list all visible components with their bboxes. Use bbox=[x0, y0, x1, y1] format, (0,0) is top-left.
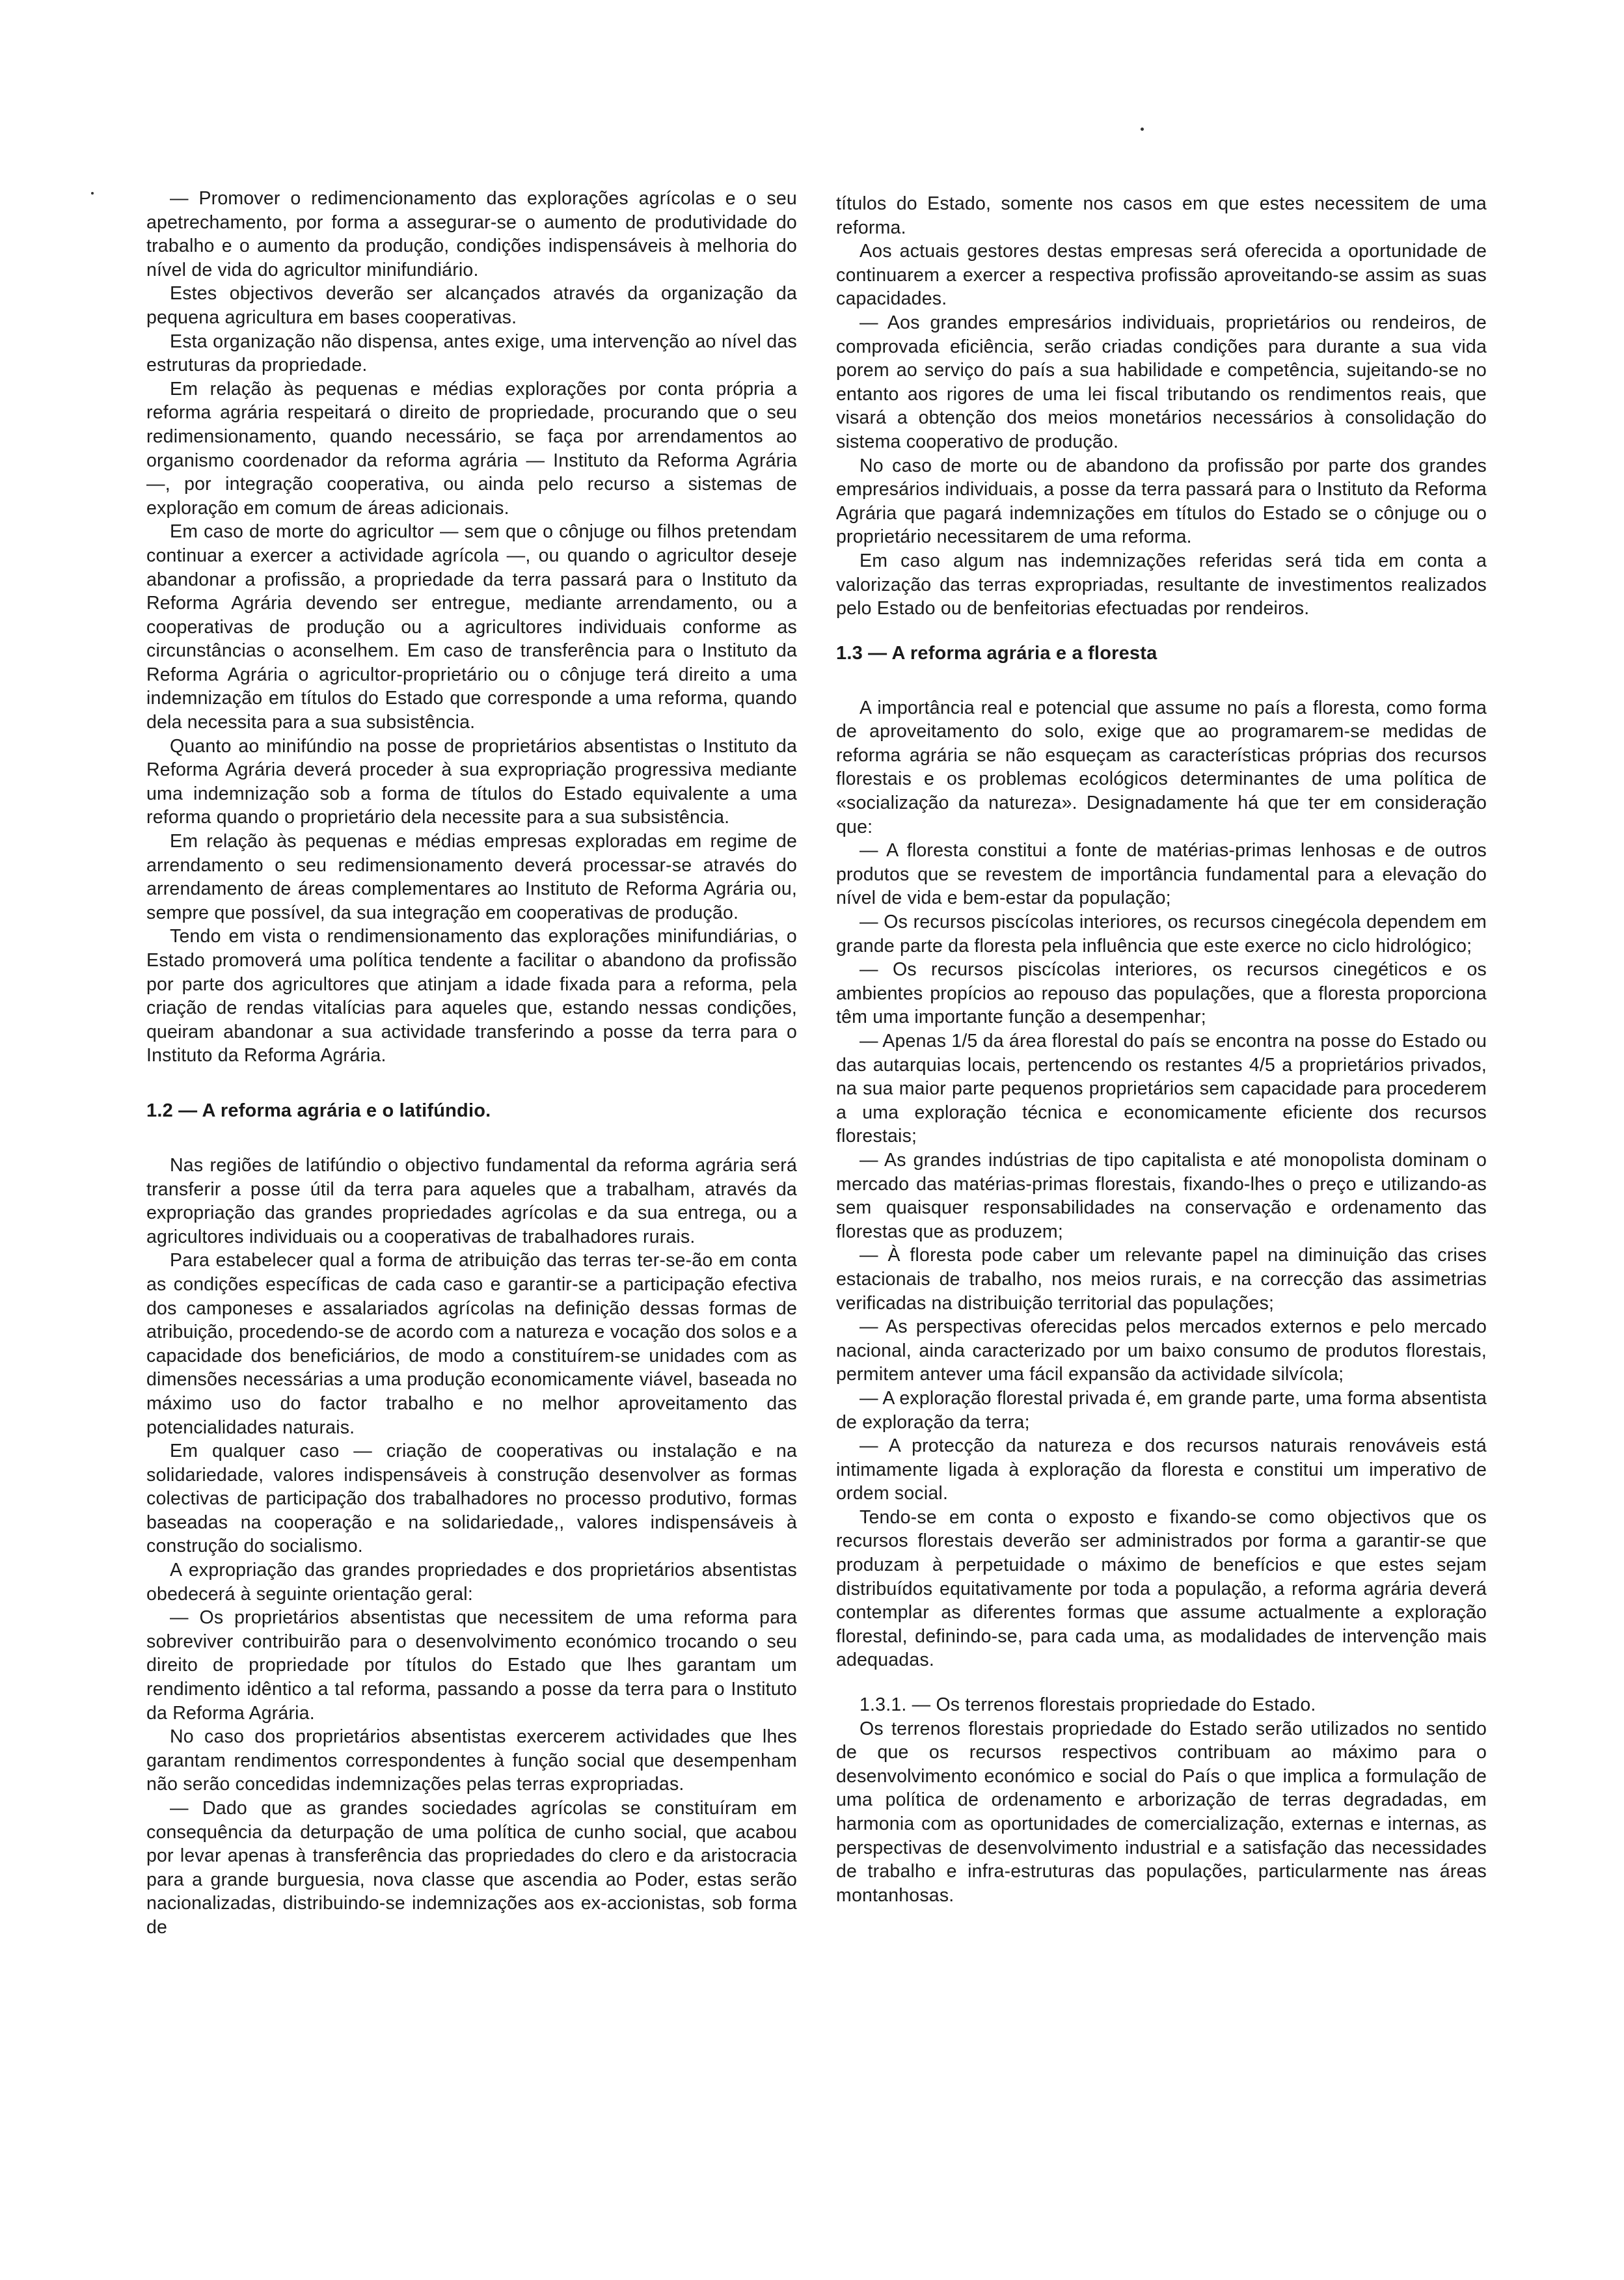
paragraph: títulos do Estado, somente nos casos em que estes necessitem de uma reforma. bbox=[836, 193, 1487, 238]
paragraph: No caso dos proprietários absentistas exercerem actividades que lhes garantam rendimentos correspondentes à função social que desempenham não serão concedidas indemnizações pelas terras expropriadas. bbox=[146, 1726, 797, 1795]
paragraph: — Os recursos piscícolas interiores, os recursos cinegécola dependem em grande parte da floresta pela influência que este exerce no ciclo hidrológico; bbox=[836, 912, 1487, 957]
paragraph: Aos actuais gestores destas empresas será oferecida a oportunidade de continuarem a exercer a respectiva profissão aproveitando-se assim as suas capacidades. bbox=[836, 241, 1487, 310]
paragraph: — As perspectivas oferecidas pelos mercados externos e pelo mercado nacional, ainda caracterizado por um baixo consumo de produtos florestais, permitem antever uma fácil expansão da actividade silvícola; bbox=[836, 1316, 1487, 1385]
paragraph: — Os proprietários absentistas que necessitem de uma reforma para sobreviver contribuirão para o desenvolvimento económico trocando o seu direito de propriedade por títulos do Estado que lhes garantam um rendimento idêntico a tal reforma, passando a posse da terra para o Instituto da Reforma Agrária. bbox=[146, 1607, 797, 1724]
paragraph: — Dado que as grandes sociedades agrícolas se constituíram em consequência da deturpação de uma política de cunho social, que acabou por levar apenas à transferência das propriedades do clero e da aristocracia para a grande burguesia, nova classe que ascendia ao Poder, estas serão nacionalizadas, distribuindo-se indemnizações aos ex-accionistas, sob forma de bbox=[146, 1798, 797, 1938]
paragraph: — As grandes indústrias de tipo capitalista e até monopolista dominam o mercado das matérias-primas florestais, fixando-lhes o preço e utilizando-as sem quaisquer responsabilidades na conservação e ordenamento das florestas que as produzem; bbox=[836, 1149, 1487, 1242]
paragraph: — Aos grandes empresários individuais, proprietários ou rendeiros, de comprovada eficiência, serão criadas condições para durante a sua vida porem ao serviço do país a sua habilidade e competência, sujeitando-se no entanto aos rigores de uma lei fiscal tributando os rendimentos reais, que visará a obtenção dos meios monetários necessários à consolidação do sistema cooperativo de produção. bbox=[836, 312, 1487, 452]
paragraph: Em caso de morte do agricultor — sem que o cônjuge ou filhos pretendam continuar a exercer a actividade agrícola —, ou quando o agricultor deseje abandonar a profissão, a propriedade da terra passará para o Instituto da Reforma Agrária devendo ser entregue, mediante arrendamento, ou a cooperativas de produção ou a agricultores individuais conforme as circunstâncias o aconselhem. Em caso de transferência para o Instituto da Reforma Agrária o agricultor-proprietário ou o cônjuge terá direito a uma indemnização em títulos do Estado que corresponde a uma reforma, quando dela necessita para a sua subsistência. bbox=[146, 521, 797, 733]
section-heading-1-2: 1.2 — A reforma agrária e o latifúndio. bbox=[146, 1100, 491, 1121]
paragraph: — A exploração florestal privada é, em grande parte, uma forma absentista de exploração da terra; bbox=[836, 1387, 1487, 1433]
paragraph: — Promover o redimencionamento das explorações agrícolas e o seu apetrechamento, por forma a assegurar-se o aumento de produtividade do trabalho e o aumento da produção, condições indispensáveis à melhoria do nível de vida do agricultor minifundiário. bbox=[146, 188, 797, 280]
paragraph: A expropriação das grandes propriedades e dos proprietários absentistas obedecerá à seguinte orientação geral: bbox=[146, 1560, 797, 1605]
section-heading-1-3: 1.3 — A reforma agrária e a floresta bbox=[836, 642, 1157, 664]
paragraph: — A floresta constitui a fonte de matérias-primas lenhosas e de outros produtos que se revestem de importância fundamental para a elevação do nível de vida e bem-estar da população; bbox=[836, 840, 1487, 909]
paragraph: Em qualquer caso — criação de cooperativas ou instalação e na solidariedade, valores indispensáveis à construção desenvolver as formas colectivas de participação dos trabalhadores no processo produtivo, formas baseadas na cooperação e na solidariedade,, valores indispensáveis à construção do socialismo. bbox=[146, 1441, 797, 1557]
right-column bbox=[836, 192, 1487, 1907]
paragraph: — A protecção da natureza e dos recursos naturais renováveis está intimamente ligada à exploração da floresta e constitui um imperativo de ordem social. bbox=[836, 1435, 1487, 1504]
print-speck bbox=[1141, 128, 1144, 131]
paragraph: — Apenas 1/5 da área florestal do país se encontra na posse do Estado ou das autarquias locais, pertencendo os restantes 4/5 a proprietários privados, na sua maior parte pequenos proprietários sem capacidade para procederem a uma exploração técnica e economicamente eficiente dos recursos florestais; bbox=[836, 1031, 1487, 1147]
paragraph: Tendo-se em conta o exposto e fixando-se como objectivos que os recursos florestais deverão ser administrados por forma a garantir-se que produzam à perpetuidade o máximo de benefícios e que estes sejam distribuídos equitativamente por toda a população, a reforma agrária deverá contemplar as diferentes formas que assume actualmente a exploração florestal, definindo-se, para cada uma, as modalidades de intervenção mais adequadas. bbox=[836, 1506, 1487, 1671]
paragraph: Estes objectivos deverão ser alcançados através da organização da pequena agricultura em bases cooperativas. bbox=[146, 283, 797, 328]
print-speck bbox=[91, 192, 94, 195]
paragraph: Quanto ao minifúndio na posse de proprietários absentistas o Instituto da Reforma Agrária deverá proceder à sua expropriação progressiva mediante uma indemnização sob a forma de títulos do Estado equivalente a uma reforma quando o proprietário dela necessite para a sua subsistência. bbox=[146, 735, 797, 828]
paragraph: Em caso algum nas indemnizações referidas será tida em conta a valorização das terras expropriadas, resultante de investimentos realizados pelo Estado ou de benfeitorias efectuadas por rendeiros. bbox=[836, 550, 1487, 619]
paragraph: — Os recursos piscícolas interiores, os recursos cinegéticos e os ambientes propícios ao repouso das populações, que a floresta proporciona têm uma importante função a desempenhar; bbox=[836, 959, 1487, 1028]
left-column bbox=[146, 187, 797, 1940]
paragraph: Esta organização não dispensa, antes exige, uma intervenção ao nível das estruturas da propriedade. bbox=[146, 331, 797, 376]
paragraph: Tendo em vista o rendimensionamento das explorações minifundiárias, o Estado promoverá uma política tendente a facilitar o abandono da profissão por parte dos agricultores que atinjam a idade fixada para a reforma, pela criação de rendas vitalícias para aqueles que, estando nessas condições, queiram abandonar a sua actividade transferindo a posse da terra para o Instituto da Reforma Agrária. bbox=[146, 926, 797, 1066]
paragraph: Para estabelecer qual a forma de atribuição das terras ter-se-ão em conta as condições específicas de cada caso e garantir-se a participação efectiva dos camponeses e assalariados agrícolas na definição dessas formas de atribuição, procedendo-se de acordo com a natureza e vocação dos solos e a capacidade dos beneficiários, de modo a constituírem-se unidades com as dimensões necessárias a uma produção economicamente viável, baseada no máximo uso do factor trabalho e no melhor aproveitamento das potencialidades naturais. bbox=[146, 1250, 797, 1438]
paragraph: No caso de morte ou de abandono da profissão por parte dos grandes empresários individuais, a posse da terra passará para o Instituto da Reforma Agrária que pagará indemnizações em títulos do Estado se o cônjuge ou o proprietário necessitarem de uma reforma. bbox=[836, 455, 1487, 548]
paragraph: Em relação às pequenas e médias explorações por conta própria a reforma agrária respeitará o direito de propriedade, procurando que o seu redimensionamento, quando necessário, se faça por arrendamentos ao organismo coordenador da reforma agrária — Instituto da Reforma Agrária —, por integração cooperativa, ou ainda pelo recurso a sistemas de exploração em comum de áreas adicionais. bbox=[146, 378, 797, 519]
paragraph: — À floresta pode caber um relevante papel na diminuição das crises estacionais de trabalho, nos meios rurais, e na correcção das assimetrias verificadas na distribuição territorial das populações; bbox=[836, 1245, 1487, 1314]
paragraph: Em relação às pequenas e médias empresas exploradas em regime de arrendamento o seu redimensionamento deverá processar-se através do arrendamento de áreas complementares ao Instituto de Reforma Agrária ou, sempre que possível, da sua integração em cooperativas de produção. bbox=[146, 831, 797, 923]
paragraph: A importância real e potencial que assume no país a floresta, como forma de aproveitamento do solo, exige que ao programarem-se medidas de reforma agrária se não esqueçam as características próprias dos recursos florestais e os problemas ecológicos determinantes de uma política de «socialização da natureza». Designadamente há que ter em consideração que: bbox=[836, 697, 1487, 837]
subsection-heading-1-3-1: 1.3.1. — Os terrenos florestais propriedade do Estado. bbox=[859, 1694, 1316, 1716]
paragraph: Os terrenos florestais propriedade do Estado serão utilizados no sentido de que os recursos respectivos contribuam ao máximo para o desenvolvimento económico e social do País o que implica a formulação de uma política de ordenamento e arborização de terras degradadas, em harmonia com as oportunidades de comercialização, externas e internas, as perspectivas de desenvolvimento industrial e a satisfação das necessidades de trabalho e infra-estruturas das populações, particularmente nas áreas montanhosas. bbox=[836, 1718, 1487, 1906]
paragraph: Nas regiões de latifúndio o objectivo fundamental da reforma agrária será transferir a posse útil da terra para aqueles que a trabalham, através da expropriação das grandes propriedades agrícolas e da sua entrega, ou a agricultores individuais ou a cooperativas de trabalhadores rurais. bbox=[146, 1154, 797, 1247]
